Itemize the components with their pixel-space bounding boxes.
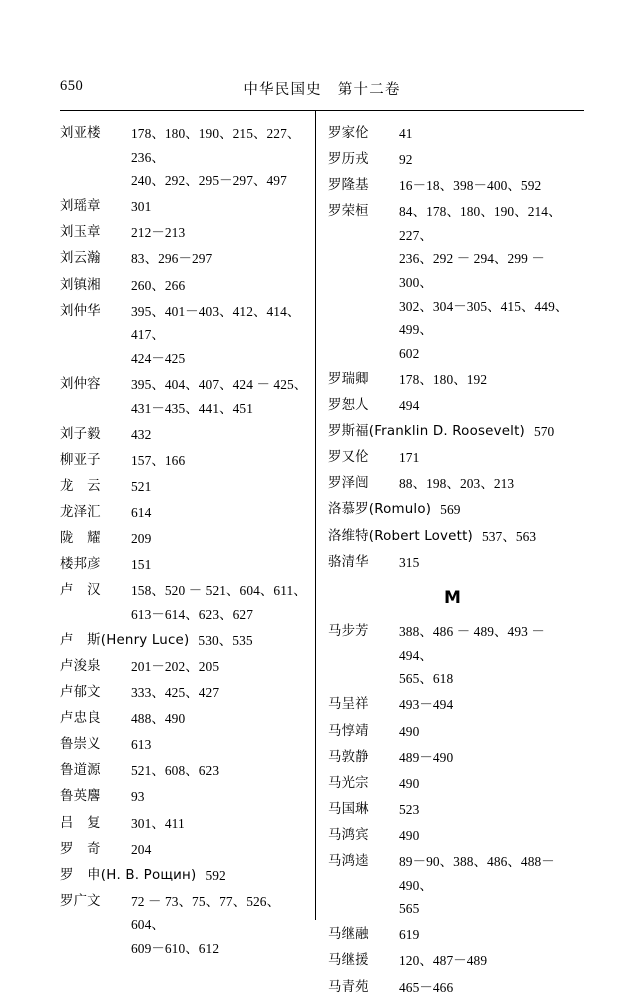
index-entry-page-line: 614 <box>131 504 152 520</box>
index-entry-pages <box>131 890 310 961</box>
index-entry-page-line: 592 <box>205 867 226 883</box>
index-entry-page-line: 204 <box>131 841 152 857</box>
index-entry-page-line: 72 － 73、75、77、526、604、 <box>131 893 281 933</box>
index-entry-name: 刘仲容 <box>60 376 101 392</box>
index-entry-page-line: 490 <box>399 723 420 739</box>
index-entry <box>60 501 310 525</box>
index-entry <box>328 850 578 921</box>
index-entry-name: 马光宗 <box>328 775 369 791</box>
index-entry-page-line: 178、180、190、215、227、236、 <box>131 126 301 165</box>
index-entry-name: 卢浚泉 <box>60 658 101 674</box>
index-entry <box>328 620 578 691</box>
index-entry-pages <box>131 527 310 551</box>
index-entry-page-line: 619 <box>399 927 420 943</box>
header-rule <box>60 110 584 111</box>
index-entry-name: 罗泽闿 <box>328 476 369 492</box>
index-entry <box>328 551 578 575</box>
index-entry-name: 马继融 <box>328 927 369 943</box>
index-entry-page-line: 537、563 <box>481 528 537 544</box>
index-entry <box>60 864 310 888</box>
index-entry <box>60 579 310 626</box>
index-entry-page-line: 570 <box>533 424 555 440</box>
index-entry-page-line: 120、487－489 <box>399 953 488 969</box>
index-entry-pages <box>399 798 578 822</box>
index-entry <box>60 423 310 447</box>
index-entry-name: 楼邦彦 <box>60 557 101 573</box>
index-entry-page-line: 432 <box>131 426 152 442</box>
index-entry-pages <box>399 772 578 796</box>
index-entry-page-line: 569 <box>440 502 461 518</box>
index-entry-page-line: 609－610、612 <box>131 941 220 956</box>
index-entry-pages <box>399 551 578 575</box>
index-entry <box>328 824 578 848</box>
index-entry-name: 罗荣桓 <box>328 204 369 220</box>
index-entry <box>60 527 310 551</box>
index-entry-pages <box>399 446 578 470</box>
index-entry-page-line: 83、296－297 <box>131 251 213 267</box>
index-entry-page-line: 431－435、441、451 <box>131 400 254 416</box>
index-entry-name: 罗家伦 <box>328 126 369 141</box>
index-entry-name: 罗 奇 <box>60 841 101 857</box>
index-entry-page-line: 92 <box>399 152 413 168</box>
index-entry-name: 罗又伦 <box>328 450 369 466</box>
index-entry <box>60 553 310 577</box>
index-entry-pages <box>440 498 578 522</box>
index-entry <box>328 693 578 717</box>
index-entry-pages <box>399 148 578 172</box>
index-entry <box>328 720 578 744</box>
index-entry-page-line: 302、304－305、415、449、499、 <box>399 298 569 338</box>
index-entry <box>328 746 578 770</box>
index-entry-pages <box>399 394 578 418</box>
index-entry-page-line: 171 <box>399 450 420 466</box>
index-entry-name: 马呈祥 <box>328 697 369 713</box>
index-entry-pages <box>131 373 310 420</box>
index-entry-name: 刘子毅 <box>60 426 101 442</box>
index-entry <box>328 949 578 973</box>
index-entry <box>328 772 578 796</box>
index-entry-name: 罗历戎 <box>328 152 369 168</box>
index-entry-pages <box>131 221 310 245</box>
index-entry-pages <box>131 122 310 193</box>
index-entry-pages <box>399 923 578 947</box>
index-entry <box>328 174 578 198</box>
index-entry-name: 卢 斯(Henry Luce) <box>60 632 190 648</box>
index-entry-pages <box>131 274 310 298</box>
index-entry-name: 洛慕罗(Romulo) <box>328 502 432 518</box>
index-entry-pages <box>131 733 310 757</box>
index-entry-page-line: 315 <box>399 554 420 570</box>
index-entry-pages <box>534 420 578 444</box>
index-entry-pages <box>399 720 578 744</box>
index-entry-page-line: 201－202、205 <box>131 658 220 674</box>
index-entry <box>60 122 310 193</box>
index-entry-page-line: 523 <box>399 801 420 817</box>
index-entry-page-line: 301、411 <box>131 815 185 831</box>
index-entry-pages <box>205 864 310 888</box>
running-title <box>60 78 584 99</box>
index-entry <box>328 798 578 822</box>
index-entry <box>60 681 310 705</box>
index-entry-name: 罗隆基 <box>328 178 369 194</box>
index-entry <box>60 838 310 862</box>
index-entry-pages <box>399 620 578 691</box>
running-title-volume: 第十二卷 <box>337 82 401 98</box>
index-entry-name: 卢忠良 <box>60 711 101 727</box>
index-entry-page-line: 494 <box>399 398 420 414</box>
index-entry-name: 马鸿宾 <box>328 827 369 843</box>
index-entry-pages <box>131 655 310 679</box>
index-entry <box>60 300 310 371</box>
index-entry <box>328 498 578 522</box>
index-entry-page-line: 490 <box>399 775 420 791</box>
index-entry-pages <box>198 629 310 653</box>
index-entry-pages <box>131 759 310 783</box>
index-entry-page-line: 157、166 <box>131 452 186 468</box>
index-entry-page-line: 301 <box>131 199 152 215</box>
index-entry-page-line: 158、520 － 521、604、611、 <box>131 583 307 599</box>
index-entry-page-line: 260、266 <box>131 277 186 293</box>
index-entry-page-line: 178、180、192 <box>399 371 488 387</box>
index-entry-name: 马青苑 <box>328 979 369 995</box>
index-entry <box>60 655 310 679</box>
index-entry <box>328 200 578 365</box>
index-entry-name: 龙 云 <box>60 478 101 494</box>
index-entry <box>60 812 310 836</box>
index-entry-pages <box>399 368 578 392</box>
index-entry-name: 吕 复 <box>60 815 101 831</box>
index-entry-name: 马继援 <box>328 953 369 969</box>
index-entry <box>60 449 310 473</box>
index-entry-name: 柳亚子 <box>60 452 101 468</box>
index-entry-name: 刘瑶章 <box>60 199 101 215</box>
index-entry-name: 刘亚楼 <box>60 126 101 141</box>
index-entry-pages <box>131 300 310 371</box>
index-entry-page-line: 488、490 <box>131 711 186 727</box>
index-entry-page-line: 395、401－403、412、414、417、 <box>131 303 301 343</box>
index-entry-page-line: 41 <box>399 126 413 141</box>
index-entry-name: 马鸿逵 <box>328 854 369 870</box>
index-entry-page-line: 151 <box>131 557 152 573</box>
index-entry-pages <box>399 200 578 365</box>
index-entry-page-line: 388、486 － 489、493 － 494、 <box>399 624 545 663</box>
page-number: 650 <box>60 78 84 94</box>
index-entry-page-line: 395、404、407、424 － 425、 <box>131 376 308 392</box>
index-entry-pages <box>131 475 310 499</box>
index-entry-page-line: 465－466 <box>399 979 454 995</box>
index-entry-page-line: 88、198、203、213 <box>399 476 515 492</box>
index-entry-pages <box>131 812 310 836</box>
index-entry <box>60 759 310 783</box>
index-entry-pages <box>131 501 310 525</box>
index-entry-pages <box>399 174 578 198</box>
index-entry <box>60 707 310 731</box>
index-entry-name: 骆清华 <box>328 554 369 570</box>
index-entry <box>328 122 578 146</box>
index-entry-name: 罗广文 <box>60 893 101 909</box>
index-entry <box>328 923 578 947</box>
index-entry-pages <box>399 746 578 770</box>
index-entry <box>328 472 578 496</box>
index-entry-page-line: 565、618 <box>399 671 454 687</box>
index-entry <box>328 148 578 172</box>
index-entry-page-line: 89－90、388、486、488－490、 <box>399 854 555 893</box>
running-title-book: 中华民国史 <box>243 82 322 98</box>
index-entry-page-line: 489－490 <box>399 749 454 765</box>
index-entry-pages <box>399 976 578 1000</box>
index-entry-page-line: 613 <box>131 737 152 753</box>
index-entry <box>60 733 310 757</box>
index-entry-pages <box>131 247 310 271</box>
index-entry-name: 卢 汉 <box>60 583 101 599</box>
index-entry-page-line: 84、178、180、190、214、227、 <box>399 204 562 243</box>
index-entry-name: 刘云瀚 <box>60 251 101 267</box>
index-entry <box>328 525 578 549</box>
index-entry-page-line: 521、608、623 <box>131 763 220 779</box>
index-entry-name: 鲁道源 <box>60 763 101 779</box>
index-entry-page-line: 240、292、295－297、497 <box>131 173 287 189</box>
index-entry <box>60 373 310 420</box>
index-entry-pages <box>399 472 578 496</box>
index-entry-page-line: 521 <box>131 478 152 494</box>
index-entry-name: 刘镇湘 <box>60 277 101 293</box>
index-entry-pages <box>131 785 310 809</box>
index-entry-name: 陇 耀 <box>60 531 101 546</box>
index-entry-page-line: 424－425 <box>131 350 186 366</box>
index-entry <box>60 475 310 499</box>
index-entry <box>328 420 578 444</box>
index-entry-page-line: 209 <box>131 531 152 546</box>
index-entry-pages <box>131 195 310 219</box>
index-entry-page-line: 16－18、398－400、592 <box>399 178 542 194</box>
index-entry-name: 刘玉章 <box>60 225 101 241</box>
index-entry-name: 鲁英麐 <box>60 789 101 805</box>
index-section-letter: M <box>444 588 462 609</box>
index-entry <box>328 446 578 470</box>
index-entry-page-line: 236、292 － 294、299 － 300、 <box>399 251 545 291</box>
index-entry-pages <box>131 449 310 473</box>
index-entry-name: 龙泽汇 <box>60 504 101 520</box>
index-entry-page-line: 493－494 <box>399 697 454 713</box>
index-column-right <box>328 122 578 1002</box>
index-entry <box>60 785 310 809</box>
index-entry-name: 罗 申(Н. В. Рощин) <box>60 867 197 883</box>
index-entry-pages <box>131 423 310 447</box>
index-entry-page-line: 565 <box>399 901 420 917</box>
column-divider-rule <box>315 110 316 920</box>
index-entry-name: 刘仲华 <box>60 303 101 319</box>
index-entry <box>328 976 578 1000</box>
index-entry-pages <box>399 693 578 717</box>
index-entry-name: 鲁崇义 <box>60 737 101 753</box>
index-entry-page-line: 93 <box>131 789 145 805</box>
page-header <box>60 78 584 100</box>
index-entry-pages <box>131 553 310 577</box>
index-entry-page-line: 212－213 <box>131 225 186 241</box>
index-entry-pages <box>399 850 578 921</box>
index-entry-pages <box>399 824 578 848</box>
index-entry-pages <box>131 707 310 731</box>
index-entry-page-line: 602 <box>399 345 420 361</box>
index-entry-page-line: 490 <box>399 827 420 843</box>
index-entry-pages <box>482 525 578 549</box>
index-entry <box>60 629 310 653</box>
index-entry-pages <box>399 949 578 973</box>
index-entry <box>60 890 310 961</box>
index-entry-name: 罗斯福(Franklin D. Roosevelt) <box>328 424 525 440</box>
index-entry <box>60 195 310 219</box>
index-entry-page-line: 333、425、427 <box>131 685 220 701</box>
index-entry-name: 洛维特(Robert Lovett) <box>328 528 473 544</box>
index-entry <box>328 368 578 392</box>
index-entry-name: 马步芳 <box>328 624 369 640</box>
index-entry-pages <box>399 122 578 146</box>
index-entry <box>60 221 310 245</box>
index-entry-name: 马惇靖 <box>328 723 369 739</box>
index-entry-name: 卢郁文 <box>60 685 101 701</box>
index-entry <box>60 274 310 298</box>
index-entry-name: 马敦静 <box>328 749 369 765</box>
index-entry <box>328 394 578 418</box>
index-entry <box>60 247 310 271</box>
index-entry-pages <box>131 838 310 862</box>
index-entry-pages <box>131 579 310 626</box>
index-entry-name: 马国琳 <box>328 801 369 817</box>
index-entry-name: 罗恕人 <box>328 398 369 414</box>
index-entry-name: 罗瑞卿 <box>328 371 369 387</box>
index-entry-page-line: 613－614、623、627 <box>131 606 254 622</box>
index-entry-pages <box>131 681 310 705</box>
index-column-left <box>60 122 310 963</box>
index-entry-page-line: 530、535 <box>198 632 253 648</box>
